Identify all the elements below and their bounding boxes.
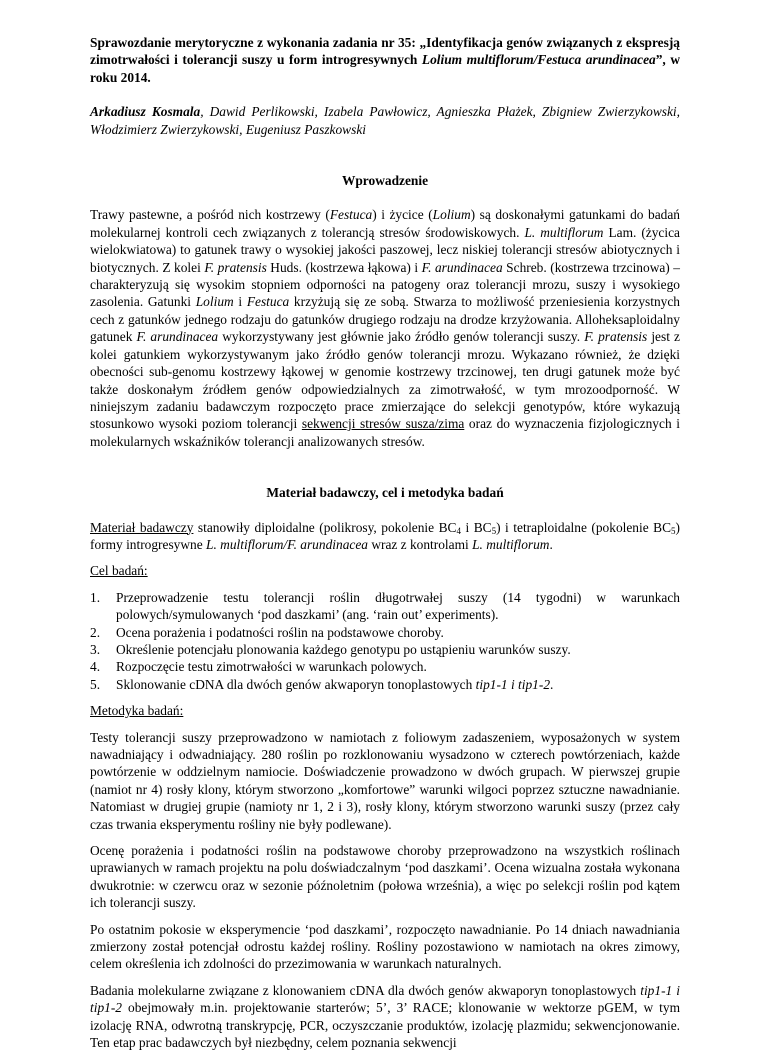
- list-item: 2. Ocena porażenia i podatności roślin na podstawowe choroby.: [90, 624, 444, 640]
- lead-author: Arkadiusz Kosmala: [90, 104, 201, 120]
- materials-label: Materiał badawczy: [90, 519, 194, 535]
- goals-list: [90, 589, 680, 693]
- methods-paragraph-3: Po ostatnim pokosie w eksperymencie ‘pod daszkami’, rozpoczęto nawadnianie. Po 14 dniach nawadniania zmierzony został potencjał odrostu każdej rośliny. Rośliny pozostawiono w namiotach na okres zimowy, celem określenia ich zdolności do przezimowania w warunkach naturalnych.: [90, 921, 680, 972]
- author-list: Arkadiusz Kosmala, Dawid Perlikowski, Izabela Pawłowicz, Agnieszka Płażek, Zbigniew Zwierzykowski, Włodzimierz Zwierzykowski, Eugeniusz Paszkowski: [90, 104, 680, 137]
- list-item: 1. Przeprowadzenie testu tolerancji roślin długotrwałej suszy (14 tygodni) w warunkach polowych/symulowanych ‘pod daszkami’ (ang. ‘rain out’ experiments).: [90, 589, 680, 623]
- methods-paragraph-4: Badania molekularne związane z klonowaniem cDNA dla dwóch genów akwaporyn tonoplastowych tip1-1 i tip1-2 obejmowały m.in. projektowanie starterów; 5’, 3’ RACE; klonowanie w wektorze pGEM, w tym izolację RNA, odwrotną transkrypcję, PCR, oczyszczanie produktów, izolację plazmidu; sekwencjonowanie. Ten etap prac badawczych był niezbędny, celem poznania sekwencji: [90, 982, 680, 1051]
- list-item: 5. Sklonowanie cDNA dla dwóch genów akwaporyn tonoplastowych tip1-1 i tip1-2.: [90, 676, 554, 692]
- materials-heading: Materiał badawczy, cel i metodyka badań: [266, 485, 504, 501]
- materials-paragraph: Materiał badawczy stanowiły diploidalne (polikrosy, pokolenie $BC_4$ i $BC_5$) i tetraploidalne (pokolenie $BC_5$) formy introgresywne L. multiflorum/F. arundinacea wraz z kontrolami L. multiflorum.: [90, 519, 681, 552]
- list-item: 4. Rozpoczęcie testu zimotrwałości w warunkach polowych.: [90, 659, 427, 675]
- report-title: Sprawozdanie merytoryczne z wykonania zadania nr 35: „Identyfikacja genów związanych z ekspresją zimotrwałości i tolerancji suszy u form introgresywnych Lolium multiflorum/Festuca arundinacea”, w roku 2014.: [90, 35, 681, 85]
- methods-paragraph-2: Ocenę porażenia i podatności roślin na podstawowe choroby przeprowadzono na wszystkich roślinach uprawianych w ramach projektu na polu doświadczalnym ‘pod daszkami’. Ocena wizualna została wykonana dwukrotnie: w czerwcu oraz w sezonie późnoletnim (połowa września), a więc po selekcji roślin pod kątem ich tolerancji suszy.: [90, 843, 680, 911]
- intro-heading: Wprowadzenie: [341, 173, 429, 189]
- methods-label: Metodyka badań:: [90, 703, 184, 719]
- methods-paragraph-1: Testy tolerancji suszy przeprowadzono w namiotach z foliowym zadaszeniem, wyposażonych w system nawadniający i odwadniający. 280 roślin po rozklonowaniu wysadzono w czterech powtórzeniach, każde powtórzenie w oddzielnym namiocie. Doświadczenie prowadzono w dwóch grupach. W pierwszej grupie (namiot nr 4) rosły klony, którym stworzono „komfortowe” warunki wilgoci poprzez sztuczne nawadnianie. Natomiast w drugiej grupie (namioty nr 1, 2 i 3), rosły klony, którym stworzono warunki suszy (przez cały czas trwania eksperymentu rośliny nie były podlewane).: [90, 729, 680, 832]
- goals-label: Cel badań:: [90, 563, 148, 579]
- list-item: 3. Określenie potencjału plonowania każdego genotypu po ustąpieniu warunków suszy.: [90, 641, 571, 657]
- intro-paragraph: Trawy pastewne, a pośród nich kostrzewy (Festuca) i życice (Lolium) są doskonałymi gatunkami do badań molekularnej kontroli cech związanych z tolerancją stresów środowiskowych. L. multiflorum Lam. (życica wielokwiatowa) to gatunek trawy o wysokiej jakości paszowej, lecz niskiej tolerancji stresów abiotycznych i biotycznych. Z kolei F. pratensis Huds. (kostrzewa łąkowa) i F. arundinacea Schreb. (kostrzewa trzcinowa) – charakteryzują się wysokim stopniem odporności na patogeny oraz tolerancji mrozu, suszy i wysokiego zasolenia. Gatunki Lolium i Festuca krzyżują się ze sobą. Stwarza to możliwość przeniesienia korzystnych cech z gatunków jednego rodzaju do gatunków drugiego rodzaju na drodze krzyżowania. Alloheksaploidalny gatunek F. arundinacea wykorzystywany jest głównie jako źródło genów tolerancji suszy. F. pratensis jest z kolei gatunkiem wykorzystywanym jako źródło genów tolerancji mrozu. Wykazano również, że dzięki obecności sub-genomu kostrzewy łąkowej w genomie kostrzewy trzcinowej, ten drugi gatunek może być także doskonałym źródłem genów odpowiedzialnych za zimotrwałość, w tym mrozoodporność. W niniejszym zadaniu badawczym rozpoczęto prace zmierzające do selekcji genotypów, które wykazują stosunkowo wysoki poziom tolerancji sekwencji stresów susza/zima oraz do wyznaczenia fizjologicznych i molekularnych wskaźników tolerancji analizowanych stresów.: [90, 207, 680, 449]
